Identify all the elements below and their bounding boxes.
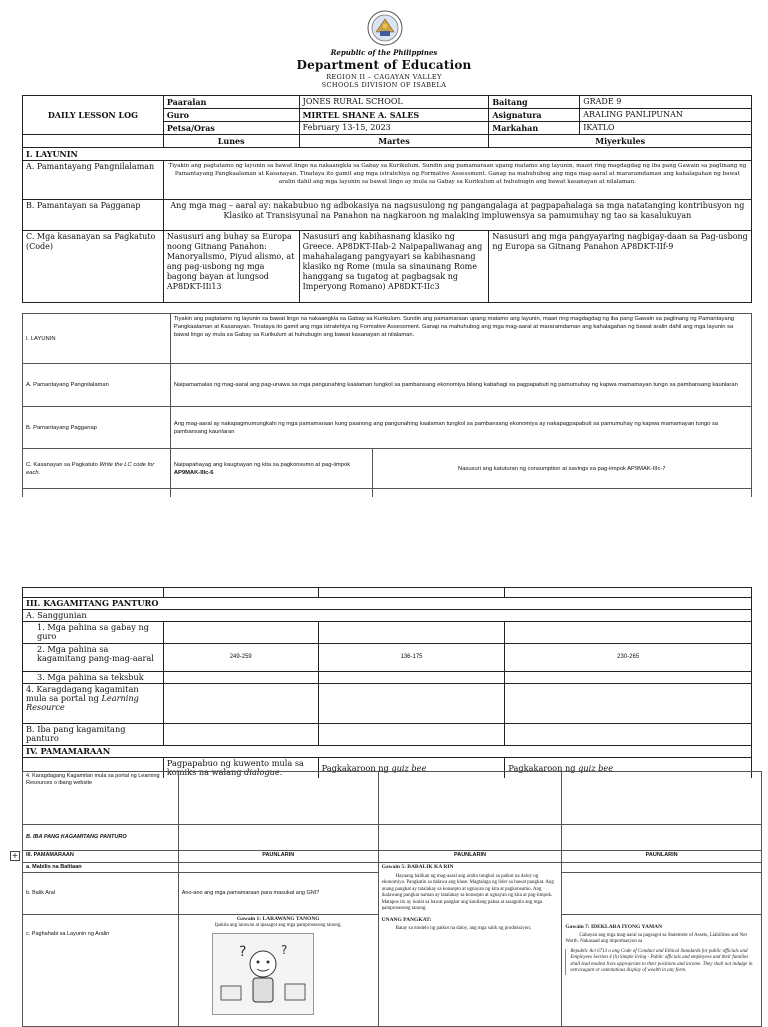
layunin2-c-1-code: AP9MAK-IIIc-6 xyxy=(173,469,214,476)
pahina-martes: 136-175 xyxy=(318,644,505,672)
teksbuk-miyerkules xyxy=(505,672,752,684)
layunin2-a-text: Naipamamalas ng mag-aaral ang pag-unawa sa mga pangunahing kaalaman tungkol sa pambansang ekonomiya bilang kabahagi sa pagpapabuti ng pamumuhay ng kapwa mamamayan tungo sa pambansang kaunlaran xyxy=(170,364,751,407)
layunin2-c-1: Naipapahayag ang kaugnayan ng kita sa pagkonsumo at pag-iimpok xyxy=(173,461,351,468)
lesson-log-table xyxy=(22,95,752,303)
gawain-5-title: Gawain 5: BABALIK KA RIN xyxy=(381,864,454,870)
asignatura-value: ARALING PANLIPUNAN xyxy=(580,109,752,122)
karagdagang-kagamitan-2-label: 4. Karagdagang Kagamitan mula sa portal ng Learning Resources o ibang website xyxy=(23,772,179,825)
r4-blank-4 xyxy=(562,863,762,873)
balik-aral-label: b. Balik Aral xyxy=(23,873,179,915)
gawain-5-text: Hayaang balikan ng mag-aaral ang aralin tungkol sa paikot na daloy ng ekonomiya. Pangkatin sa dalawa ang klase. Magtalaga ng lider sa bawat pangkat. Ang unang pangkat ay tatalakay sa konsepto at ugnayan ng kita at pagkonsumo. Ang ikalawang pangkat naman ay tatalakay sa konsepto at ugnayan ng kita at pag-iimpok. Matapos ito ay iuulat sa bawat pangkat ang kanilang paksa at sasagutin ang mga pamprosesong tanong. xyxy=(381,873,554,911)
r1-blank-3 xyxy=(378,772,562,825)
pamantayang-pangnilalaman-text: Tiyakin ang pagtatamo ng layunin sa bawat lingo na nakaangkla sa Gabay sa Kurikulum. Sundin ang pamamaraan upang matamo ang layunin, maari ring magdagdag ng iba pang Gawain sa paglinang ng Pamantayang Pangkaalaman at Kasanayan. Tinataya ito gamit ang mga istratehiya ng Formative Assessment. Ganap na mahuhubog ang mga mag-aaral at mararamdaman ang kahalagahan ng bawat aralin dahil ang mga layunin sa bawat lingo ay mula sa Gabay sa Kurikulum at huhubugin ang bawat kasanayan at nilalaman. xyxy=(163,161,751,200)
r4-blank-2 xyxy=(178,863,378,873)
asignatura-label: Asignatura xyxy=(489,109,580,122)
pamantayan-pagganap-text: Ang mga mag – aaral ay: nakabubuo ng adbokasiya na nagsusulong ng pangangalaga at pagpapahalaga sa mga natatanging kontribusyon ng Klasiko at Transisyunal na Panahon na nagkaroon ng malaking impluwensya sa pamumuhay ng tao sa kasalukuyan xyxy=(163,200,751,231)
pamamaraan-miyerkules-quiz: quiz bee xyxy=(578,762,614,773)
balik-aral-text: Ano-ano ang mga pamamaraan para masukat ang GNI? xyxy=(178,873,378,915)
pamamaraan-martes: Pagkakaroon ng xyxy=(321,762,389,773)
karagdagang-lunes xyxy=(163,684,318,724)
day-lunes: Lunes xyxy=(163,135,299,148)
baitang-label: Baitang xyxy=(489,96,580,109)
day-blank xyxy=(23,135,164,148)
cartoon-image-icon xyxy=(212,933,314,1015)
top-blank-1 xyxy=(23,588,164,598)
layunin2-b-label: B. Pamantayang Pagganap xyxy=(23,407,171,449)
layunin2-a-label: A. Pamantayang Pangnilalaman xyxy=(23,364,171,407)
kagamitan-table xyxy=(22,587,752,778)
gawain-1-cell xyxy=(178,915,378,1027)
layunin-table-2 xyxy=(22,313,752,497)
r1-blank-4 xyxy=(562,772,762,825)
teksbuk-lunes xyxy=(163,672,318,684)
layunin2-c-label: C. Kasanayan sa Pagkatuto xyxy=(26,461,98,468)
gawain-5-subtext: Batay sa modelo ng paikot na daloy, ang mga salik ng produksiyon; xyxy=(395,926,532,931)
paaralan-label: Paaralan xyxy=(163,96,299,109)
kasanayan-lunes: Nasusuri ang buhay sa Europa noong Gitnang Panahon: Manoryalismo, Piyud alismo, at ang pag-usbong ng mga bagong bayan at lungsod AP8DKT-IIi13 xyxy=(163,231,299,303)
day-miyerkules: Miyerkules xyxy=(489,135,752,148)
gawain-7-text: Gabayan ang mga mag-aaral sa pagsagot sa Statement of Assets, Liabilities and Net Worth. Nakasaad ang impormasyon sa xyxy=(565,932,747,944)
deped-seal-icon xyxy=(367,10,403,46)
pamamaraan-lunes-dialogue: dialogue. xyxy=(244,767,283,777)
r2-blank-2 xyxy=(178,825,378,851)
department-title: Department of Education xyxy=(296,58,472,72)
paghahabi-label: c. Paghahabi sa Layunin ng Aralin xyxy=(23,915,179,1027)
layunin2-c-1-cell xyxy=(170,449,372,489)
iba-pang-martes xyxy=(318,724,505,746)
pamamaraan-heading: IV. PAMAMARAAN xyxy=(23,746,752,758)
top-blank-4 xyxy=(505,588,752,598)
learning-resource-label: Learning Resource xyxy=(26,693,139,712)
pamamaraan-2-heading: III. PAMAMARAAN xyxy=(23,851,179,863)
baitang-value: GRADE 9 xyxy=(580,96,752,109)
layunin2-blank-2 xyxy=(170,489,372,497)
gabay-guro-label: 1. Mga pahina sa gabay ng guro xyxy=(23,622,164,644)
iba-pang-lunes xyxy=(163,724,318,746)
gawain-7-cell xyxy=(562,915,762,1027)
col-paunlarin-1: PAUNLARIN xyxy=(178,851,378,863)
col-paunlarin-2: PAUNLARIN xyxy=(378,851,562,863)
r1-blank-2 xyxy=(178,772,378,825)
gawain-1-text: Ipakita ang larawan at ipasagot ang mga pamprosesong tanong. xyxy=(214,922,342,928)
day-martes: Martes xyxy=(299,135,489,148)
r2-blank-3 xyxy=(378,825,562,851)
iba-pang-kagamitan-2-label: B. IBA PANG KAGAMITANG PANTURO xyxy=(23,825,179,851)
karagdagang-kagamitan-label: 4. Karagdagang kagamitan mula sa portal ng xyxy=(26,684,139,703)
guro-value: MIRTEL SHANE A. SALES xyxy=(299,109,489,122)
iba-pang-kagamitan-label: B. Iba pang kagamitang panturo xyxy=(23,724,164,746)
layunin2-b-text: Ang mag-aaral ay nakapagmumungkahi ng mga pamamaraan kung paanong ang pangunahing kaalaman tungkol sa pambansang ekonomiya ay nakapagpapabuti sa pamumuhay ng kapwa mamamayan tungo sa pambansang kaunlaran xyxy=(170,407,751,449)
add-row-handle-icon[interactable]: + xyxy=(11,851,19,860)
layunin2-c-write: Write the LC code for each. xyxy=(26,461,155,476)
petsa-label: Petsa/Oras xyxy=(163,122,299,135)
r5-blank-4 xyxy=(562,873,762,915)
division-label: SCHOOLS DIVISION OF ISABELA xyxy=(321,81,447,89)
iba-pang-miyerkules xyxy=(505,724,752,746)
karagdagang-kagamitan-cell xyxy=(23,684,164,724)
kagamitan-heading: III. KAGAMITANG PANTURO xyxy=(23,598,752,610)
gabay-guro-martes xyxy=(318,622,505,644)
gawain-7-title: Gawain 7: IDEKLARA IYONG YAMAN xyxy=(565,924,663,930)
pamamaraan-miyerkules: Pagkakaroon ng xyxy=(508,762,576,773)
layunin2-blank-3 xyxy=(372,489,751,497)
gawain-5-cell xyxy=(378,863,562,1027)
gabay-guro-lunes xyxy=(163,622,318,644)
kasanayan-label: C. Mga kasanayan sa Pagkatuto (Code) xyxy=(23,231,164,303)
mabilis-na-balitaan-label: a. Mabilis na Balitaan xyxy=(23,863,179,873)
col-paunlarin-3: PAUNLARIN xyxy=(562,851,762,863)
top-blank-2 xyxy=(163,588,318,598)
svg-text:?: ? xyxy=(238,944,247,960)
top-blank-3 xyxy=(318,588,505,598)
pamamaraan-lunes: Pagpapabuo ng kuwento mula sa komiks na walang xyxy=(166,758,304,777)
layunin-heading: I. LAYUNIN xyxy=(23,148,752,161)
region-label: REGION II – CAGAYAN VALLEY xyxy=(326,73,442,81)
lesson-log-title: DAILY LESSON LOG xyxy=(23,96,164,135)
markahan-value: IKATLO xyxy=(580,122,752,135)
pamamaraan-martes-quiz: quiz bee xyxy=(391,762,427,773)
pahina-miyerkules: 230-265 xyxy=(505,644,752,672)
pamantayan-pagganap-label: B. Pamantayan sa Pagganap xyxy=(23,200,164,231)
markahan-label: Markahan xyxy=(489,122,580,135)
karagdagang-miyerkules xyxy=(505,684,752,724)
layunin2-blank-1 xyxy=(23,489,171,497)
gawain-5-subheading: UNANG PANGKAT: xyxy=(381,916,432,923)
karagdagang-martes xyxy=(318,684,505,724)
republic-label: Republic of the Philippines xyxy=(330,48,438,57)
layunin2-c-label-cell xyxy=(23,449,171,489)
layunin2-intro: Tiyakin ang pagtatamo ng layunin sa bawat lingo na nakaangkla sa Gabay sa Kurikulum. Sundin ang pamamaraan upang matamo ang layunin, maari ring magdagdag ng iba pang Gawain sa paglinang ng Pamantayang Pangkaalaman at Kasanayan. Tinataya ito gamit ang mga istratehiya ng Formative Assessment. Ganap na mahuhubog ang mga mag-aaral at mararamdaman ang kahalagahan ng bawat aralin dahil ang mga layunin sa bawat lingo ay mula sa Gabay sa Kurikulum at huhubugin ang bawat kasanayan at nilalaman. xyxy=(170,314,751,364)
sanggunian-label: A. Sanggunian xyxy=(23,610,752,622)
layunin2-c-2: Nasusuri ang katuturan ng consumption at savings sa pag-iimpok AP9MAK-IIIc-7 xyxy=(372,449,751,489)
gawain-7-law: Republic Act 6713 o ang Code of Conduct and Ethical Standards for public officials and Employees Section 4 (h) Simple living - Public officials and employees and their families shall lead modest lives appropriate to their positions and income. They shall not indulge in extravagant or ostentatious display of wealth in any form. xyxy=(565,949,758,975)
teksbuk-label: 3. Mga pahina sa teksbuk xyxy=(23,672,164,684)
teksbuk-martes xyxy=(318,672,505,684)
pahina-lunes: 249-259 xyxy=(163,644,318,672)
pamamaraan-table-2 xyxy=(22,771,762,1027)
kasanayan-martes: Nasusuri ang kabihasnang klasiko ng Greece. AP8DKT-IIab-2 Naipapaliwanag ang mahahalagang pangyayari sa kabihasnang klasiko ng Rome (mula sa sinaunang Rome hanggang sa tugatog at pagbagsak ng Imperyong Romano) AP8DKT-IIc3 xyxy=(299,231,489,303)
gabay-guro-miyerkules xyxy=(505,622,752,644)
kagamitang-mag-aaral-label: 2. Mga pahina sa kagamitang pang-mag-aaral xyxy=(23,644,164,672)
gawain-1-title: Gawain 1: LARAWANG TANONG xyxy=(236,916,320,922)
r2-blank-4 xyxy=(562,825,762,851)
guro-label: Guro xyxy=(163,109,299,122)
petsa-value: February 13-15, 2023 xyxy=(299,122,489,135)
pamantayang-pangnilalaman-label: A. Pamantayang Pangnilalaman xyxy=(23,161,164,200)
layunin2-heading: I. LAYUNIN xyxy=(23,314,171,364)
kasanayan-miyerkules: Nasusuri ang mga pangyayaring nagbigay-daan sa Pag-usbong ng Europa sa Gitnang Panahon AP8DKT-IIf-9 xyxy=(489,231,752,303)
paaralan-value: JONES RURAL SCHOOL xyxy=(299,96,489,109)
svg-text:?: ? xyxy=(280,943,288,957)
